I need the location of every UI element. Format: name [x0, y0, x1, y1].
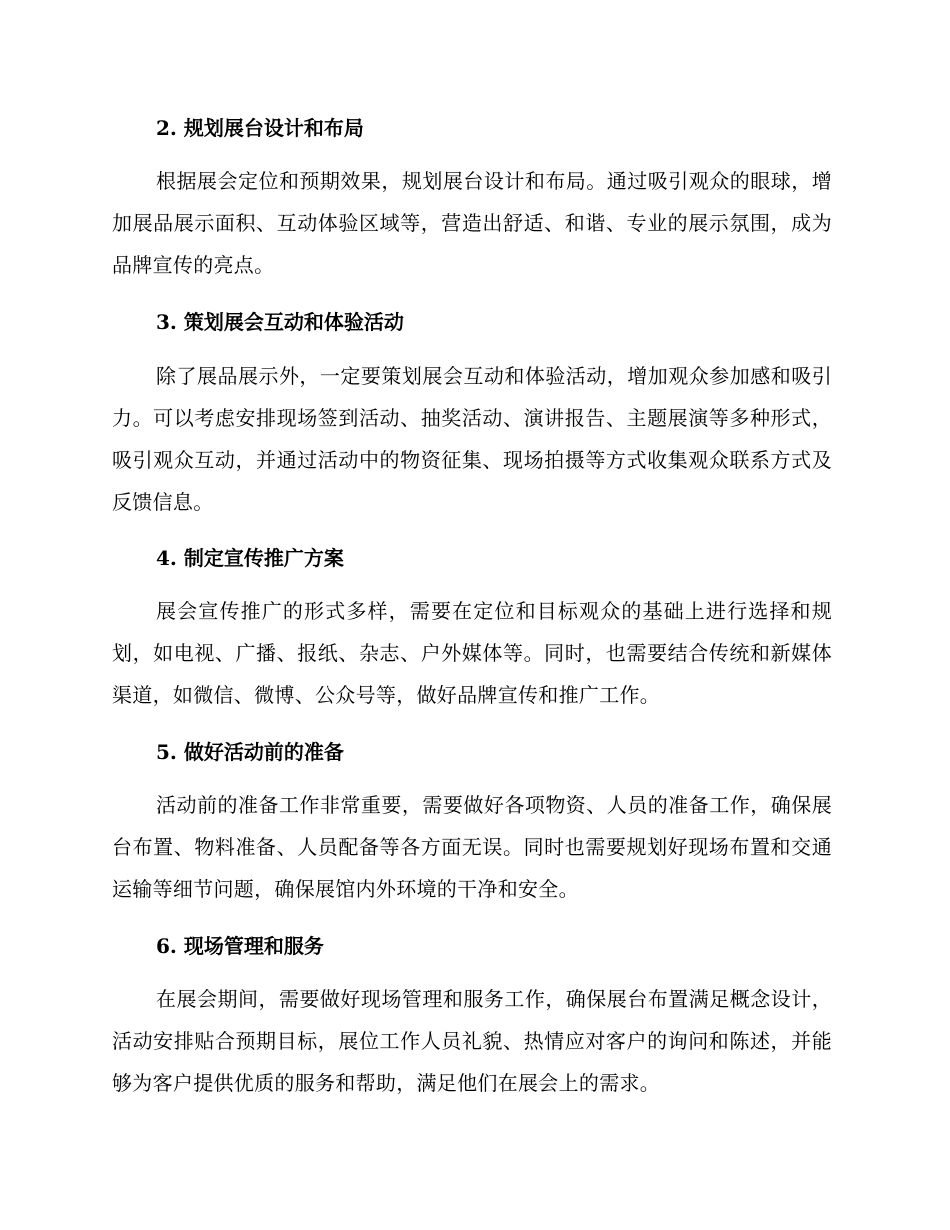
section-heading: 5. 做好活动前的准备: [156, 740, 344, 764]
section-heading: 6. 现场管理和服务: [156, 934, 324, 958]
section-heading: 3. 策划展会互动和体验活动: [156, 310, 404, 334]
section-heading: 2. 规划展台设计和布局: [156, 116, 364, 140]
section-paragraph: 根据展会定位和预期效果，规划展台设计和布局。通过吸引观众的眼球，增加展品展示面积、互动体验区域等，营造出舒适、和谐、专业的展示氛围，成为品牌宣传的亮点。: [112, 169, 832, 277]
section-paragraph: 在展会期间，需要做好现场管理和服务工作，确保展台布置满足概念设计，活动安排贴合预期目标，展位工作人员礼貌、热情应对客户的询问和陈述，并能够为客户提供优质的服务和帮助，满足他们在展会上的需求。: [112, 987, 832, 1095]
section-paragraph: 展会宣传推广的形式多样，需要在定位和目标观众的基础上进行选择和规划，如电视、广播、报纸、杂志、户外媒体等。同时，也需要结合传统和新媒体渠道，如微信、微博、公众号等，做好品牌宣传和推广工作。: [112, 599, 832, 707]
section-heading: 4. 制定宣传推广方案: [156, 546, 344, 570]
section-paragraph: 除了展品展示外，一定要策划展会互动和体验活动，增加观众参加感和吸引力。可以考虑安排现场签到活动、抽奖活动、演讲报告、主题展演等多种形式，吸引观众互动，并通过活动中的物资征集、现场拍摄等方式收集观众联系方式及反馈信息。: [112, 364, 832, 514]
section-paragraph: 活动前的准备工作非常重要，需要做好各项物资、人员的准备工作，确保展台布置、物料准备、人员配备等各方面无误。同时也需要规划好现场布置和交通运输等细节问题，确保展馆内外环境的干净和安全。: [112, 793, 832, 901]
